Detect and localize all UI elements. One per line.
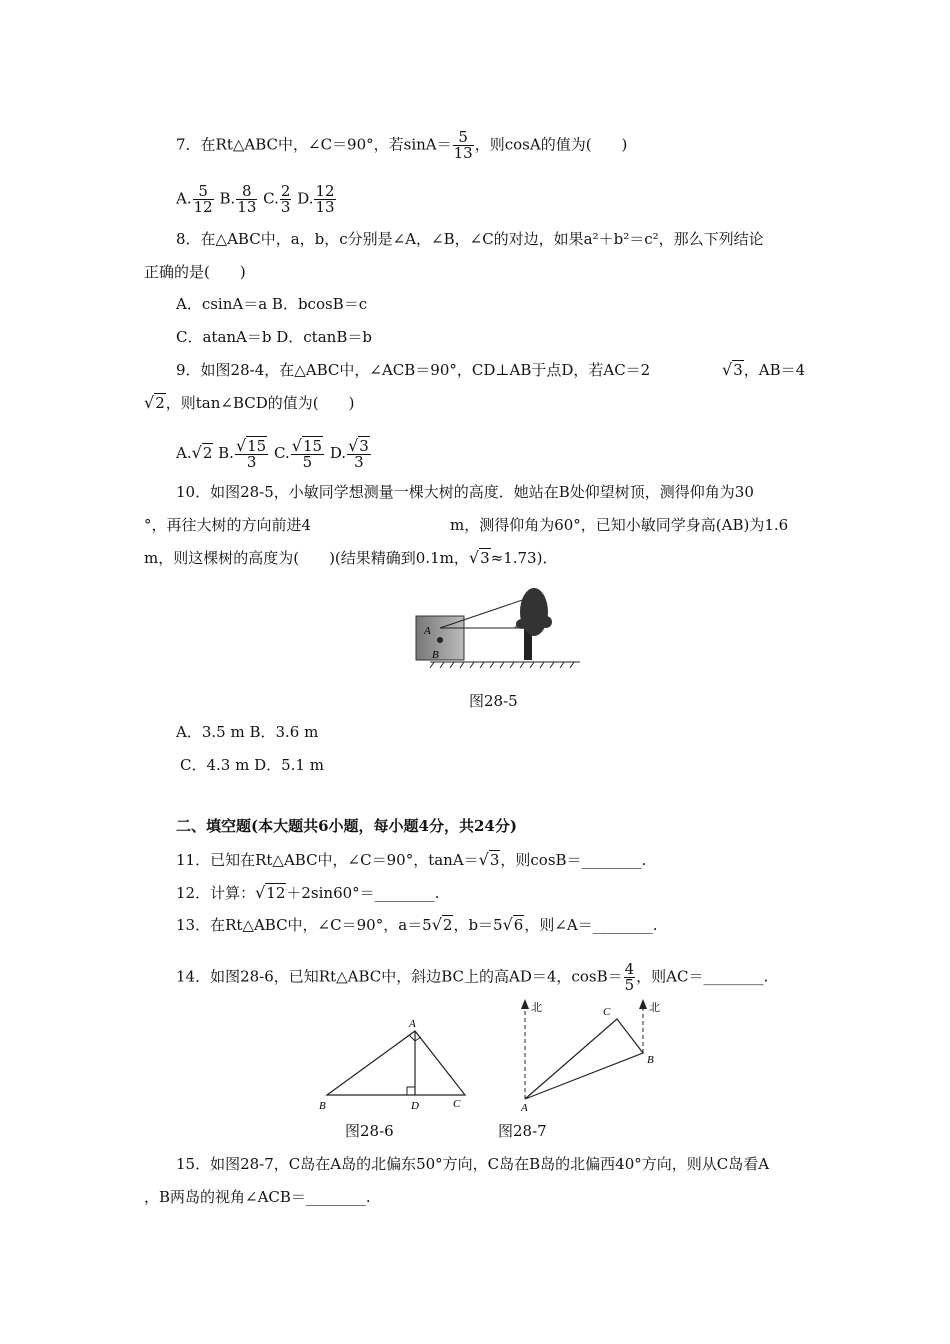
q10-option-ab: A．3.5 m B．3.6 m: [176, 723, 319, 741]
fig7-label-c: C: [603, 1006, 611, 1018]
triangle-acb: [525, 1019, 643, 1099]
q8-line1: 8．在△ABC中，a，b，c分别是∠A，∠B，∠C的对边，如果a²＋b²＝c²，那么下列结论: [176, 230, 764, 248]
figure-28-5: [400, 580, 590, 670]
q9-line1: 9．如图28-4，在△ABC中，∠ACB＝90°，CD⊥AB于点D，若AC＝2: [176, 361, 651, 379]
fig6-label-b: B: [319, 1100, 326, 1112]
q8-option-cd: C．atanA＝b D．ctanB＝b: [176, 328, 372, 346]
fig6-label-d: D: [411, 1100, 419, 1112]
q9-options: A.√2 B. $\frac{√15}{3}$ C. $\frac{√15}{5}$ D. $\frac{√3}{3}$: [176, 436, 369, 471]
fig7-label-b: B: [647, 1054, 654, 1066]
fig5-label-a: A: [424, 625, 431, 637]
q10-line3: m，则这棵树的高度为( )(结果精确到0.1m，√3≈1.73)．: [144, 548, 558, 567]
fig7-label-a: A: [521, 1102, 528, 1114]
q8-option-ab: A．csinA＝a B．bcosB＝c: [176, 295, 368, 313]
figure-28-5-caption: 图28-5: [469, 692, 518, 710]
north-arrow-b-icon: [639, 999, 647, 1009]
fig5-label-b: B: [432, 649, 439, 661]
ground-hatch: [430, 662, 574, 668]
person-icon: [437, 637, 443, 643]
triangle-abc: [327, 1031, 465, 1095]
q10-line1: 10．如图28-5，小敏同学想测量一棵大树的高度．她站在B处仰望树顶，测得仰角为30: [176, 483, 754, 501]
fig7-north-label-a: 北: [531, 1001, 542, 1014]
q7-fraction: $\frac{5}{13}$: [453, 128, 473, 162]
q7-stem: 7．在Rt△ABC中，∠C＝90°，若sinA＝ $\frac{5}{13}$ ，则cosA的值为( ): [176, 128, 628, 162]
q9-line1-tail: √3，AB＝4: [722, 360, 806, 379]
figure-28-7-caption: 图28-7: [498, 1122, 547, 1140]
figure-28-6: [315, 1015, 475, 1115]
q15-line2: ，B两岛的视角∠ACB＝________.: [144, 1188, 371, 1206]
north-arrow-a-icon: [521, 999, 529, 1009]
q7-options: A. $\frac{5}{12}$ B. $\frac{8}{13}$ C. $\frac{2}{3}$ D. $\frac{12}{13}$: [176, 182, 335, 216]
q12: 12．计算：√12＋2sin60°＝________.: [176, 883, 440, 902]
tree-icon: [516, 588, 552, 660]
q10-option-cd: C．4.3 m D．5.1 m: [180, 756, 324, 774]
q14: 14．如图28-6，已知Rt△ABC中，斜边BC上的高AD＝4，cosB＝ $\frac{4}{5}$ ，则AC＝________.: [176, 960, 769, 994]
q11: 11．已知在Rt△ABC中，∠C＝90°，tanA＝√3，则cosB＝________.: [176, 850, 647, 869]
figure-28-7: [505, 995, 675, 1115]
figure-28-6-caption: 图28-6: [345, 1122, 394, 1140]
fig7-north-label-b: 北: [649, 1001, 660, 1014]
q10-line2b: m，测得仰角为60°，已知小敏同学身高(AB)为1.6: [450, 516, 789, 534]
q13: 13．在Rt△ABC中，∠C＝90°，a＝5√2，b＝5√6，则∠A＝________.: [176, 915, 658, 934]
q10-line2a: °，再往大树的方向前进4: [144, 516, 312, 534]
fig6-label-a: A: [409, 1018, 416, 1030]
q9-line2: √2，则tan∠BCD的值为( ): [144, 393, 355, 412]
section-heading: 二、填空题(本大题共6小题，每小题4分，共24分): [176, 817, 517, 835]
q8-line2: 正确的是( ): [144, 263, 246, 281]
q15-line1: 15．如图28-7，C岛在A岛的北偏东50°方向，C岛在B岛的北偏西40°方向，则从C岛看A: [176, 1155, 770, 1173]
fig6-label-c: C: [453, 1098, 461, 1110]
right-angle-mark-d: [407, 1087, 415, 1095]
